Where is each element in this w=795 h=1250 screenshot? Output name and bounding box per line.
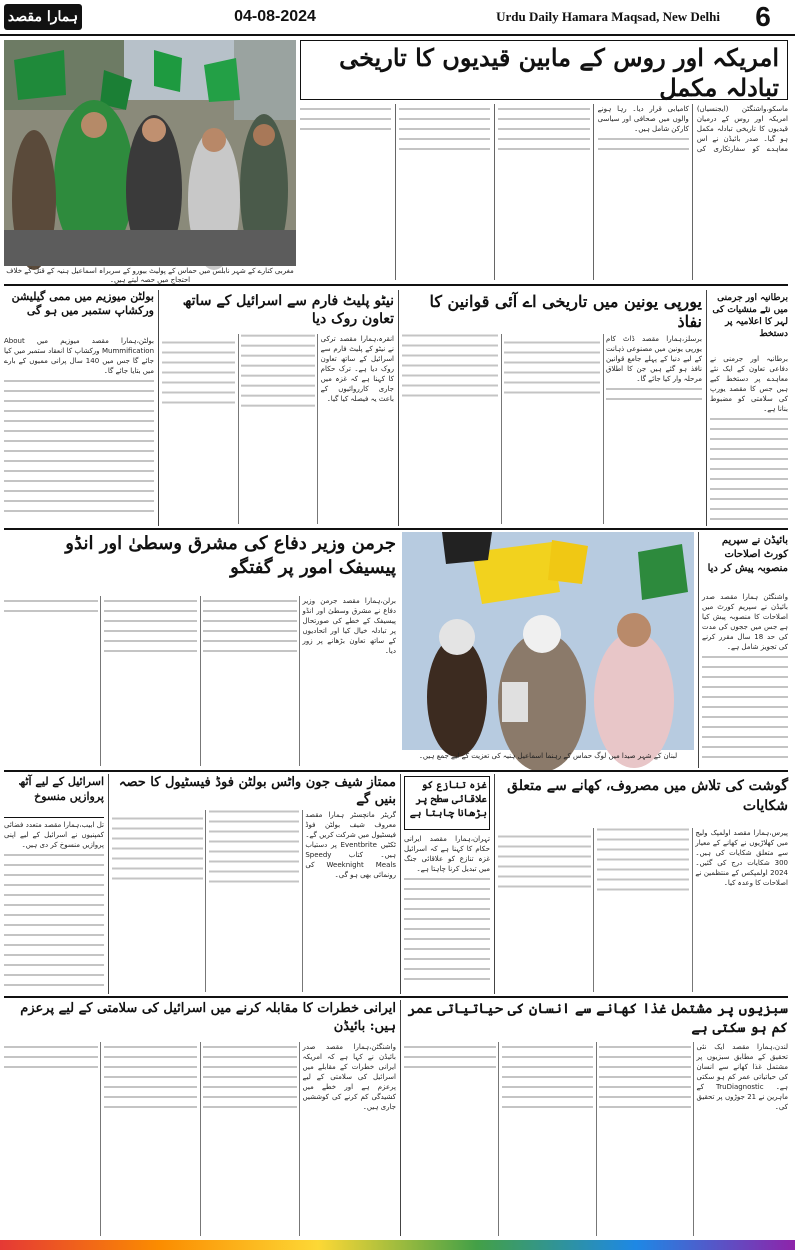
paper-name: Urdu Daily Hamara Maqsad, New Delhi — [496, 9, 720, 24]
date: 04-08-2024 — [234, 8, 316, 25]
german-body — [4, 596, 396, 766]
museum-body — [4, 336, 154, 524]
protest-photo-graphic — [4, 40, 296, 266]
divider-4 — [4, 996, 788, 998]
nato-headline: نیٹو پلیٹ فارم سے اسرائیل کے ساتھ تعاون روک دیا — [182, 293, 394, 327]
flights-body-text: تل ابیب،ہمارا مقصد متعدد فضائی کمپنیوں نے اسرائیل کے لیے اپنی پروازیں منسوخ کر دی ہیں۔ — [4, 821, 104, 849]
gaza-body — [404, 834, 490, 992]
biden-court-text-fill — [702, 652, 788, 762]
gaza-headline: غزہ تنازع کو علاقائی سطح پر بڑھانا چاہتا ہے — [404, 776, 490, 830]
iran-body — [4, 1042, 396, 1236]
lead-body — [300, 104, 788, 280]
veg-body-text: لندن،ہمارا مقصد ایک نئی تحقیق کے مطابق سبزیوں پر مشتمل غذا کھانے سے انسان کی حیاتیاتی عمر کم ہو سکتی ہے۔ TruDiagnostic کے ماہرین نے 21 جوڑوں پر تحقیق کی۔ — [696, 1043, 788, 1111]
biden-court-body-text: واشنگٹن ہمارا مقصد صدر بائیڈن نے سپریم کورٹ میں اصلاحات کا منصوبہ پیش کیا ہے جس میں ججوں کی مدت کی حد 18 سال مقرر کرنے کی تجویز شامل ہے۔ — [702, 593, 788, 651]
museum-headline: بولٹن میوزیم میں ممی گیلیشن ورکشاپ ستمبر میں ہو گی — [11, 290, 154, 317]
gaza-body-text: تہران،ہمارا مقصد ایرانی حکام کا کہنا ہے کہ اسرائیل غزہ تنازع کو علاقائی جنگ میں تبدیل کرنا چاہتا ہے۔ — [404, 835, 490, 873]
nato-rule — [398, 290, 399, 526]
uk-germany-body-text: برطانیہ اور جرمنی نے دفاعی تعاون کے ایک نئے معاہدے پر دستخط کیے ہیں جس کا مقصد یورپ کی سلامتی کو مضبوط بنانا ہے۔ — [710, 355, 788, 413]
iran-headline: ایرانی خطرات کا مقابلہ کرنے میں اسرائیل کی سلامتی کے لیے پرعزم ہیں: بائیڈن — [20, 1001, 396, 1034]
flights-text-fill — [4, 850, 104, 990]
protest-photo — [4, 40, 296, 266]
museum-rule — [158, 290, 159, 526]
museum-text-fill — [4, 376, 154, 516]
protest-photo-caption: مغربی کنارے کے شہر نابلس میں حماس کے پولیٹ بیورو کے سربراہ اسماعیل ہنیہ کے قتل کے خلاف احتجاج میں حصہ لیتے ہیں۔ — [6, 267, 294, 284]
eu-rule — [706, 290, 707, 526]
rally-photo-graphic — [402, 532, 694, 750]
iran-rule — [400, 1000, 401, 1236]
eu-body-text: برسلز،ہمارا مقصد ڈاٹ کام یورپی یونین میں مصنوعی ذہانت کے لیے دنیا کے پہلے جامع قوانین نافذ ہو گئے ہیں جن کا اطلاق مرحلہ وار کیا جائے گا۔ — [606, 335, 702, 383]
meat-body-text: پیرس،ہمارا مقصد اولمپک ولیج میں کھلاڑیوں نے کھانے کے معیار سے متعلق شکایات کی ہیں۔ 300 شکایات درج کی گئیں۔ 2024 اولمپکس کے منتظمین نے اصلاحات کا وعدہ کیا۔ — [695, 829, 788, 887]
meat-body — [498, 828, 788, 992]
page-number: 6 — [755, 1, 771, 32]
nato-body-text: انقرہ،ہمارا مقصد ترکی نے نیٹو کے پلیٹ فارم سے اسرائیل کے ساتھ تعاون روک دیا ہے۔ ترک حکام کا کہنا ہے کہ غزہ میں جاری کارروائیوں کے باعث یہ فیصلہ کیا گیا۔ — [320, 335, 394, 403]
masthead — [0, 0, 795, 36]
chef-body-text: گریٹر مانچسٹر ہمارا مقصد معروف شیف بولٹن فوڈ فیسٹیول میں شرکت کریں گے۔ ٹکٹیں Eventbrite پر دستیاب ہیں۔ کتاب Speedy Weeknight Meals کی رونمائی بھی ہو گی۔ — [305, 811, 396, 879]
divider-1 — [4, 284, 788, 286]
german-text-fill — [4, 596, 297, 656]
german-headline: جرمن وزیر دفاع کی مشرق وسطیٰ اور انڈو پیسیفک امور پر گفتگو — [65, 533, 396, 578]
eu-body — [402, 334, 702, 524]
museum-body-text: بولٹن،ہمارا مقصد میوزیم میں About Mummification ورکشاپ کا انعقاد ستمبر میں کیا جائے گا جس میں 140 سال پرانی ممیوں کے بارے میں بتایا جائے گا۔ — [4, 337, 154, 375]
divider-2 — [4, 528, 788, 530]
lead-headline: امریکہ اور روس کے مابین قیدیوں کا تاریخی تبادلہ مکمل — [300, 40, 788, 100]
logo-text: ہمارا مقصد — [7, 9, 79, 25]
nato-body — [162, 334, 394, 524]
eu-headline: یورپی یونین میں تاریخی اے آئی قوانین کا نفاذ — [429, 292, 702, 331]
biden-court-headline: بائیڈن نے سپریم کورٹ اصلاحات منصوبہ پیش کر دیا — [707, 535, 788, 574]
chef-body — [112, 810, 396, 992]
veg-body — [404, 1042, 788, 1236]
divider-3 — [4, 770, 788, 772]
meat-headline: گوشت کی تلاش میں مصروف، کھانے سے متعلق شکایات — [507, 778, 788, 814]
gaza-text-fill — [404, 874, 490, 984]
flights-rule — [108, 774, 109, 994]
biden-court-rule — [698, 532, 699, 768]
german-body-text: برلن،ہمارا مقصد جرمن وزیر دفاع نے مشرق وسطیٰ اور انڈو پیسیفک کے خطے کی صورتحال پر تبادلہ خیال کیا اور اتحادیوں کے ساتھ تعاون بڑھانے پر زور دیا۔ — [302, 597, 396, 655]
rally-photo-caption: لبنان کے شہر صیدا میں لوگ حماس کے رہنما اسماعیل ہنیہ کی تعزیت کے لیے جمع ہیں۔ — [418, 752, 678, 760]
uk-germany-headline: برطانیہ اور جرمنی میں نئے منشیات کی لہر کا اعلامیہ پر دستخط — [712, 293, 788, 339]
logo — [4, 4, 82, 30]
lead-body-text: ماسکو،واشنگٹن (ایجنسیاں) امریکہ اور روس کے درمیان قیدیوں کا تاریخی تبادلہ مکمل ہو گیا۔ صدر بائیڈن نے اس معاہدے کو سفارتکاری کی کامیابی قرار دیا۔ رہا ہونے والوں میں صحافی اور سیاسی کارکن شامل ہیں۔ — [597, 105, 788, 153]
chef-rule — [400, 774, 401, 994]
chef-headline: ممتاز شیف جون واٹس بولٹن فوڈ فیسٹیول کا حصہ بنیں گے — [118, 775, 396, 807]
uk-germany-text-fill — [710, 414, 788, 524]
rally-photo — [402, 532, 694, 750]
flights-body — [4, 820, 104, 992]
uk-germany-body — [710, 354, 788, 524]
veg-headline: سبزیوں پر مشتمل غذا کھانے سے انسان کی حیاتیاتی عمر کم ہو سکتی ہے — [407, 1001, 788, 1036]
flights-headline: اسرائیل کے لیے آٹھ پروازیں منسوخ — [4, 774, 104, 818]
footer-color-bar — [0, 1240, 795, 1250]
biden-court-body — [702, 592, 788, 766]
veg-text-fill — [404, 1042, 691, 1112]
gaza-rule — [494, 774, 495, 994]
iran-text-fill — [4, 1042, 297, 1112]
iran-body-text: واشنگٹن،ہمارا مقصد صدر بائیڈن نے کہا ہے کہ امریکہ ایرانی خطرات کے مقابلے میں اسرائیل کی سلامتی کے لیے پرعزم ہے اور خطے میں کشیدگی کم کرنے کی کوششیں جاری ہیں۔ — [302, 1043, 396, 1111]
